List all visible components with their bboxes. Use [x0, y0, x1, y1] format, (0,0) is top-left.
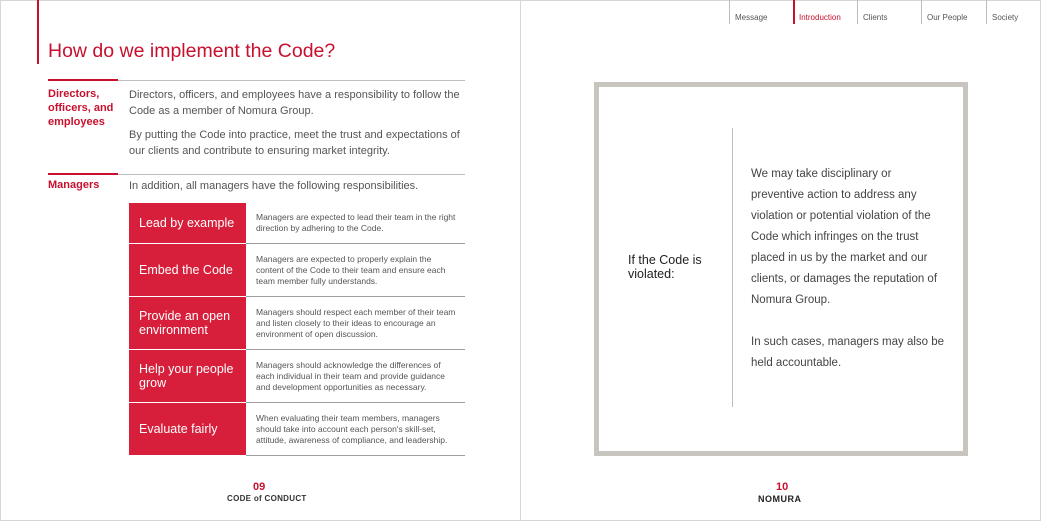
nav-tab-divider — [729, 0, 730, 24]
responsibility-description: Managers should respect each member of their team and listen closely to their ideas to encourage an environment of open discussion. — [256, 306, 456, 339]
responsibility-title: Help your people grow — [129, 350, 246, 403]
nav-tab-label: Clients — [863, 13, 888, 22]
violation-divider — [732, 128, 733, 407]
nav-tab-label: Society — [992, 13, 1019, 22]
footer-label: CODE of CONDUCT — [227, 494, 307, 503]
violation-text — [751, 164, 947, 374]
section-label-managers: Managers — [48, 179, 100, 191]
nav-tab-message[interactable] — [729, 0, 793, 24]
page-title: How do we implement the Code? — [48, 40, 336, 62]
section-rule-accent — [48, 79, 118, 81]
directors-paragraph-2: By putting the Code into practice, meet the trust and expectations of our clients and contribute to ensuring market integrity. — [129, 129, 460, 157]
responsibility-row — [129, 297, 465, 350]
violation-paragraph-1: We may take disciplinary or preventive action to address any violation or potential violation of the Code which infringes on the trust placed in us by the market and our clients, or damages the reputation of Nomura Group. — [751, 168, 938, 306]
section-rule — [118, 174, 465, 175]
responsibility-row — [129, 203, 465, 244]
responsibility-title: Provide an open environment — [129, 297, 246, 350]
page-number-left: 09 — [253, 481, 266, 493]
responsibility-row — [129, 350, 465, 403]
responsibility-title: Lead by example — [129, 203, 246, 244]
section-rule-accent — [48, 173, 118, 175]
nav-tab-our-people[interactable] — [921, 0, 985, 24]
nav-tab-divider — [857, 0, 858, 24]
responsibility-title: Embed the Code — [129, 244, 246, 297]
responsibility-row — [129, 403, 465, 456]
nav-tab-society[interactable] — [986, 0, 1040, 24]
nomura-logo: NOMURA — [758, 494, 802, 504]
title-accent-bar — [37, 0, 39, 64]
section-rule — [118, 80, 465, 81]
nav-tab-clients[interactable] — [857, 0, 921, 24]
page-number-right: 10 — [776, 481, 789, 493]
section-label-directors: Directors, officers, and employees — [48, 88, 114, 128]
responsibility-description: Managers are expected to properly explain the content of the Code to their team and ensure each team member fully understands. — [256, 253, 446, 286]
violation-label: If the Code is violated: — [628, 253, 702, 281]
nav-tab-divider — [793, 0, 795, 24]
managers-intro: In addition, all managers have the following responsibilities. — [129, 180, 419, 192]
nav-tab-divider — [921, 0, 922, 24]
responsibility-row — [129, 244, 465, 297]
responsibility-title: Evaluate fairly — [129, 403, 246, 456]
responsibility-description: When evaluating their team members, managers should take into account each person's skill-set, attitude, awareness of compliance, and leadership. — [256, 412, 448, 445]
nav-tab-label: Our People — [927, 13, 968, 22]
nav-tab-label: Introduction — [799, 13, 841, 22]
violation-paragraph-2: In such cases, managers may also be held accountable. — [751, 336, 945, 369]
responsibility-description: Managers are expected to lead their team in the right direction by adhering to the Code. — [256, 212, 456, 233]
responsibility-description: Managers should acknowledge the differences of each individual in their team and provide guidance and development opportunities as necessary. — [256, 359, 446, 392]
nav-tab-divider — [986, 0, 987, 24]
directors-paragraph-1: Directors, officers, and employees have a responsibility to follow the Code as a member of Nomura Group. — [129, 89, 460, 117]
nav-tab-introduction[interactable] — [793, 0, 856, 24]
nav-tab-label: Message — [735, 13, 768, 22]
responsibilities-table — [129, 203, 465, 456]
